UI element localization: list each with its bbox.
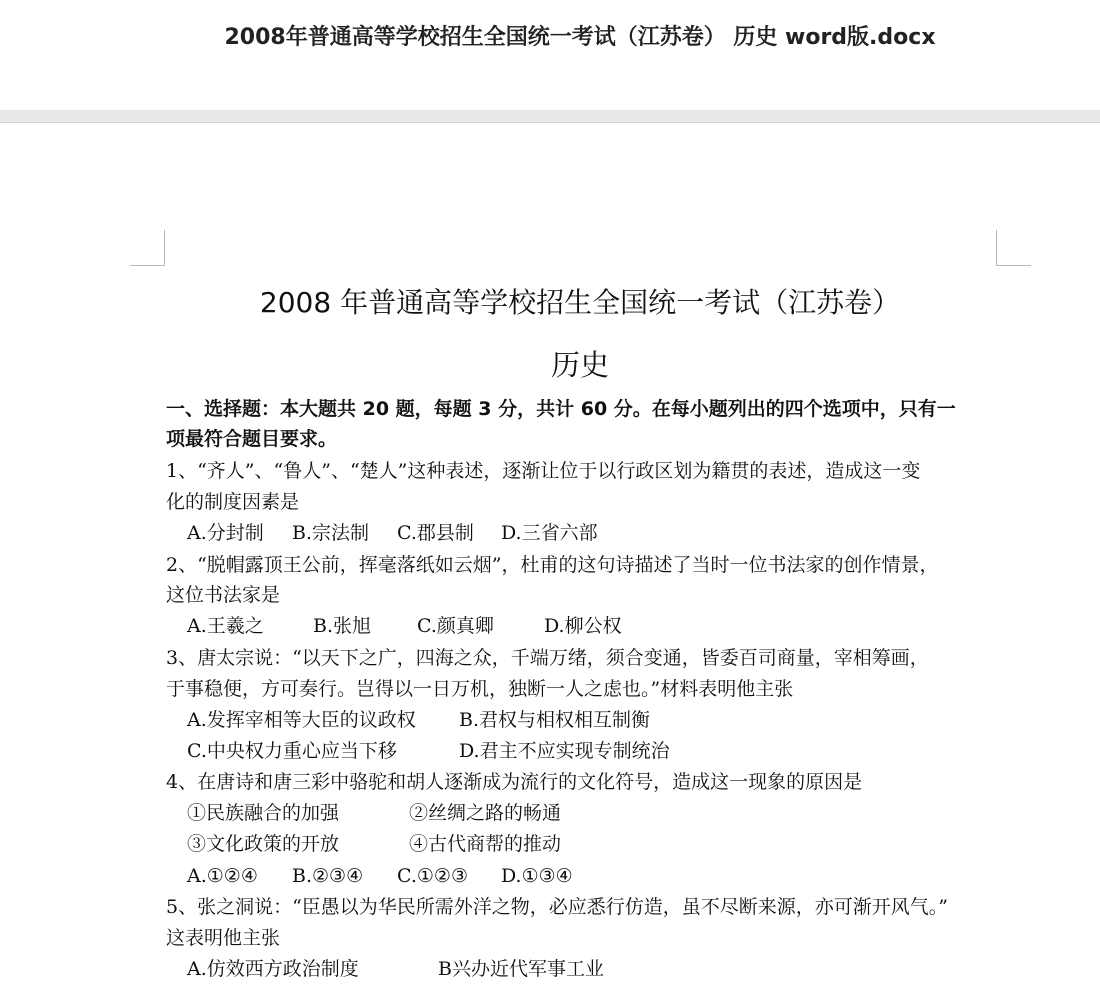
question-2-stem: 这位书法家是: [166, 584, 281, 606]
page-separator: [0, 110, 1100, 123]
document-title-bar: [0, 0, 1100, 110]
question-5-option-a: A.仿效西方政治制度: [187, 958, 359, 980]
exam-heading: 2008 年普通高等学校招生全国统一考试（江苏卷）: [259, 286, 901, 319]
section-intro-line: 一、选择题：本大题共 20 题，每题 3 分，共计 60 分。在每小题列出的四个选项中，只有一: [166, 398, 956, 420]
question-1-stem: 化的制度因素是: [166, 491, 300, 513]
section-intro-line: 项最符合题目要求。: [166, 428, 338, 450]
question-1-option-b: B.宗法制: [292, 522, 370, 544]
question-2-option-d: D.柳公权: [544, 615, 622, 637]
question-3-option-d: D.君主不应实现专制统治: [459, 740, 670, 762]
question-2-option-a: A.王羲之: [187, 615, 264, 637]
question-1-option-d: D.三省六部: [501, 522, 598, 544]
question-4-option-b: B.②③④: [292, 865, 364, 887]
question-4-item-1: ①民族融合的加强: [187, 802, 340, 824]
question-4-option-c: C.①②③: [397, 865, 468, 887]
question-4-item-4: ④古代商帮的推动: [409, 833, 562, 855]
question-2-option-c: C.颜真卿: [417, 615, 494, 637]
crop-mark-top-left: [130, 230, 165, 266]
question-5-option-b: B兴办近代军事工业: [438, 958, 604, 980]
question-4-item-2: ②丝绸之路的畅通: [409, 802, 562, 824]
document-page: [0, 123, 1100, 990]
question-3-option-c: C.中央权力重心应当下移: [187, 740, 397, 762]
question-4-option-a: A.①②④: [187, 865, 258, 887]
question-4-option-d: D.①③④: [501, 865, 573, 887]
question-4-stem: 4、在唐诗和唐三彩中骆驼和胡人逐渐成为流行的文化符号，造成这一现象的原因是: [166, 771, 863, 793]
question-3-stem: 于事稳便，方可奏行。岂得以一日万机，独断一人之虑也。”材料表明他主张: [166, 678, 794, 700]
question-5-stem: 5、张之洞说：“臣愚以为华民所需外洋之物，必应悉行仿造，虽不尽断来源，亦可渐开风气。”: [166, 896, 949, 918]
question-1-stem: 1、“齐人”、“鲁人”、“楚人”这种表述，逐渐让位于以行政区划为籍贯的表述，造成这一变: [166, 460, 921, 482]
question-5-stem: 这表明他主张: [166, 927, 281, 949]
subject-heading: 历史: [550, 348, 609, 382]
question-3-option-a: A.发挥宰相等大臣的议政权: [187, 709, 416, 731]
question-3-option-b: B.君权与相权相互制衡: [459, 709, 651, 731]
question-2-option-b: B.张旭: [313, 615, 372, 637]
question-2-stem: 2、“脱帽露顶王公前，挥毫落纸如云烟”，杜甫的这句诗描述了当时一位书法家的创作情景，: [166, 554, 939, 576]
document-title: 2008年普通高等学校招生全国统一考试（江苏卷） 历史 word版.docx: [224, 25, 936, 50]
crop-mark-top-right: [996, 230, 1031, 266]
question-4-item-3: ③文化政策的开放: [187, 833, 340, 855]
question-1-option-c: C.郡县制: [397, 522, 474, 544]
question-3-stem: 3、唐太宗说：“以天下之广，四海之众，千端万绪，须合变通，皆委百司商量，宰相筹画，: [166, 647, 929, 669]
question-1-option-a: A.分封制: [187, 522, 264, 544]
